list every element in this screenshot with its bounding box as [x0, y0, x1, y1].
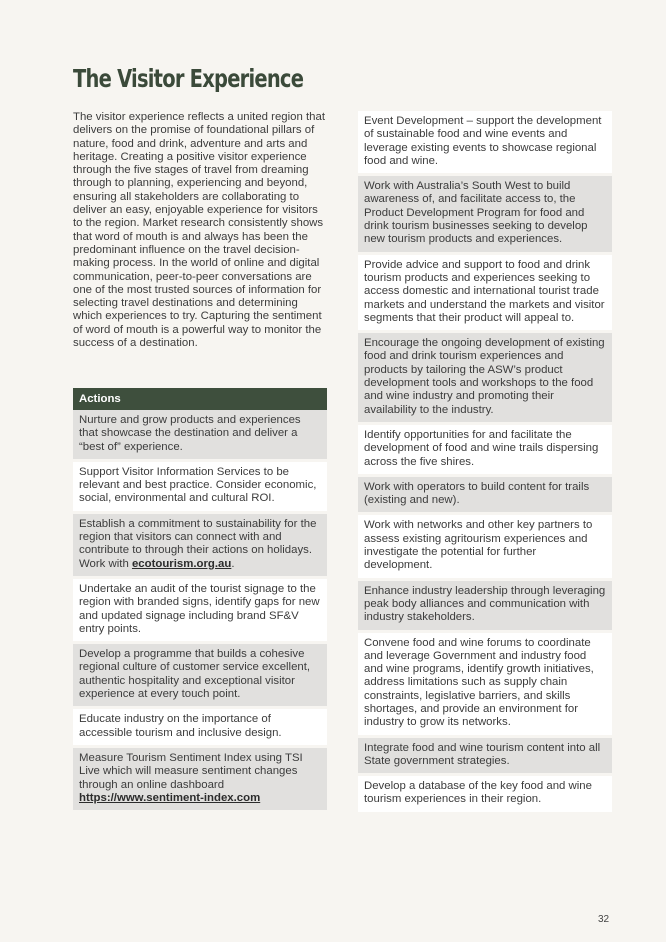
action-row: Convene food and wine forums to coordinate and leverage Government and industry food and wine programs, identify growth initiatives, address limitations such as supply chain constraints, legislative barriers, and skills shortages, and provide an environment for industry to grow its networks. [358, 633, 612, 738]
action-row: Undertake an audit of the tourist signage to the region with branded signs, identify gaps for new and updated signage including brand SF&V entry points. [73, 579, 327, 644]
action-row: Support Visitor Information Services to be relevant and best practice. Consider economic, social, environmental and cultural ROI. [73, 462, 327, 514]
action-row: Event Development – support the development of sustainable food and wine events and leverage existing events to showcase regional food and wine. [358, 111, 612, 176]
actions-table-left [73, 388, 327, 813]
action-row: Nurture and grow products and experiences that showcase the destination and deliver a “best of” experience. [73, 410, 327, 462]
sentiment-index-link[interactable]: https://www.sentiment-index.com [79, 791, 261, 804]
actions-table-right [358, 111, 612, 815]
action-row: Integrate food and wine tourism content into all State government strategies. [358, 738, 612, 777]
action-row: Enhance industry leadership through leveraging peak body alliances and communication with industry stakeholders. [358, 581, 612, 633]
action-row: Work with Australia’s South West to build awareness of, and facilitate access to, the Product Development Program for food and drink tourism businesses seeking to develop new tourism products and experiences. [358, 176, 612, 254]
page-number: 32 [598, 914, 610, 925]
action-row: Encourage the ongoing development of existing food and drink tourism experiences and products by tailoring the ASW’s product development tools and workshops to the food and wine industry and promoting their availability to the industry. [358, 333, 612, 425]
ecotourism-link[interactable]: ecotourism.org.au [131, 557, 232, 570]
action-row: Identify opportunities for and facilitate the development of food and wine trails dispersing across the five shires. [358, 425, 612, 477]
action-row: Develop a database of the key food and wine tourism experiences in their region. [358, 776, 612, 815]
action-row: Measure Tourism Sentiment Index using TSI Live which will measure sentiment changes through an online dashboard https://www.sentiment-index.com [73, 748, 327, 813]
action-row: Work with operators to build content for trails (existing and new). [358, 477, 612, 516]
action-row: Educate industry on the importance of accessible tourism and inclusive design. [73, 709, 327, 748]
action-row: Develop a programme that builds a cohesive regional culture of customer service excellent, authentic hospitality and exceptional visitor experience at every touch point. [73, 644, 327, 709]
action-row: Provide advice and support to food and drink tourism products and experiences seeking to access domestic and international tourist trade markets and understand the markets and visitor segments that their product will appeal to. [358, 255, 612, 333]
actions-header: Actions [73, 388, 327, 410]
page-title: The Visitor Experience [73, 64, 304, 93]
action-row: Establish a commitment to sustainability for the region that visitors can connect with and contribute to through their actions on holidays. Work with ecotourism.org.au. [73, 514, 327, 579]
action-row: Work with networks and other key partners to assess existing agritourism experiences and investigate the potential for further development. [358, 515, 612, 580]
intro-paragraph: The visitor experience reflects a united region that delivers on the promise of foundational pillars of nature, food and drink, adventure and arts and heritage. Creating a positive visitor experience through the five stages of travel from dreaming through to planning, experiencing and beyond, ensuring all stakeholders are collaborating to deliver an easy, enjoyable experience for visitors to the region. Market research consistently shows that word of mouth is and always has been the predominant influence on the travel decision-making process. In the world of online and digital communication, peer-to-peer conversations are one of the most trusted sources of information for selecting travel destinations and determining which experiences to try. Capturing the sentiment of word of mouth is a powerful way to monitor the success of a destination. [73, 111, 325, 350]
